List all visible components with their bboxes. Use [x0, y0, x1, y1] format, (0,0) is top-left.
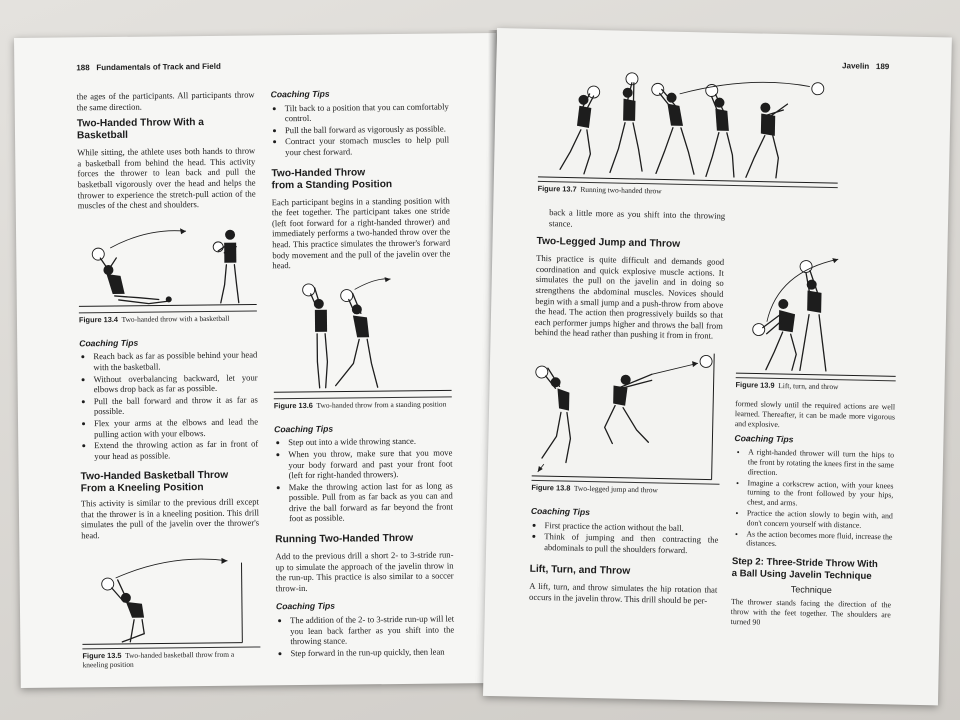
heading-kneeling-throw: Two-Handed Basketball Throw From a Kneeling Position — [80, 470, 229, 495]
figure-13-7 — [538, 69, 840, 187]
coaching-tips-list-4 — [276, 613, 454, 658]
coaching-tips-heading-6: Coaching Tips — [734, 433, 794, 445]
heading-jump-and-throw: Two-Legged Jump and Throw — [536, 236, 681, 251]
figure-13-5 — [81, 542, 260, 648]
continued-text: back a little more as you shift into the throwing stance. — [548, 207, 726, 229]
figure-13-9-illustration — [736, 251, 899, 380]
list-item: • Make the throwing action last for as long as possible. Pull from as far back as you can and drive the ball forward as far beyond the front foot as possible. — [289, 480, 453, 524]
running-throw-text: Add to the previous drill a short 2- to 3-stride run-up to simulate the approach of the javelin throw in the run-up. This practice is also similar to a soccer throw-in. — [275, 549, 454, 594]
coaching-tips-heading-1: Coaching Tips — [79, 337, 139, 349]
figure-13-6-illustration — [272, 272, 451, 398]
list-item: • Flex your arms at the elbows and lead the pulling action with your elbows. — [94, 416, 258, 439]
figure-13-5-caption: Figure 13.5 Two-handed basketball throw from a kneeling position — [82, 646, 260, 669]
page-number-left: 188 — [76, 63, 90, 73]
chapter-title: Javelin — [842, 61, 870, 71]
figure-13-4 — [78, 212, 257, 312]
coaching-tips-list-6 — [732, 447, 894, 551]
right-column-2 — [730, 251, 898, 633]
coaching-tips-list-3 — [274, 436, 453, 525]
list-item: • Contract your stomach muscles to help pull your chest forward. — [285, 135, 449, 158]
figure-13-7-caption: Figure 13.7 Running two-handed throw — [538, 181, 838, 199]
kneeling-throw-text: This activity is similar to the previous drill except that the thrower is in a kneeling position. This drill simulates the pull of the javelin over the thrower's head. — [80, 496, 260, 541]
figure-13-9-caption: Figure 13.9 Lift, turn, and throw — [735, 377, 895, 392]
heading-step-2: Step 2: Three-Stride Throw With a Ball Using Javelin Technique — [731, 556, 878, 582]
list-item: • The addition of the 2- to 3-stride run-up will let you lean back farther as you shift into the throwing stance. — [290, 613, 454, 646]
list-item: • Pull the ball forward and throw it as far as possible. — [94, 394, 258, 417]
heading-lift-turn-throw: Lift, Turn, and Throw — [529, 564, 631, 578]
right-page — [483, 28, 952, 705]
list-item: • When you throw, make sure that you move your body forward and past your front foot (left for right-handed throwers). — [288, 447, 452, 480]
coaching-tips-list-1 — [79, 350, 258, 462]
left-column-2 — [271, 87, 455, 661]
coaching-tips-heading-3: Coaching Tips — [274, 423, 334, 435]
figure-13-9 — [736, 251, 899, 380]
lift-turn-continued-text: formed slowly until the required actions are well learned. Thereafter, it can be made more vigorous and explosive. — [734, 399, 896, 429]
running-head-right — [842, 61, 889, 71]
left-page — [14, 33, 503, 688]
technique-text: The thrower stands facing the direction of the throw with the feet together. The shoulders are turned 90 — [730, 596, 892, 627]
page-number-right: 189 — [875, 61, 890, 72]
coaching-tips-heading-4: Coaching Tips — [275, 601, 336, 612]
figure-13-4-caption: Figure 13.4 Two-handed throw with a basketball — [79, 310, 257, 324]
coaching-tips-list-2 — [271, 101, 450, 158]
jump-and-throw-text: This practice is quite difficult and demands good coordination and quick explosive muscle actions. It simulates the pull on the javelin and in doing so strengthens the abdominal muscles. Novices should begin with a small jump and a push-throw from above the head. The action then progressively builds so that each performer jumps higher and throws the ball from behind the head rather than pushing it from in front. — [534, 253, 725, 341]
running-head-left — [76, 62, 221, 73]
figure-13-6-caption: Figure 13.6 Two-handed throw from a standing position — [274, 396, 452, 410]
right-column-1 — [529, 207, 725, 609]
figure-13-8-caption: Figure 13.8 Two-legged jump and throw — [531, 480, 719, 496]
left-column-1 — [77, 89, 261, 668]
list-item: • Think of jumping and then contracting the abdominals to pull the shoulders forward. — [544, 531, 718, 556]
list-item: • Step out into a wide throwing stance. — [288, 436, 452, 448]
list-item: • Reach back as far as possible behind your head with the basketball. — [93, 350, 257, 373]
heading-running-throw: Running Two-Handed Throw — [275, 532, 414, 546]
list-item: • First practice the action without the ball. — [544, 520, 718, 534]
figure-13-4-illustration — [78, 212, 257, 312]
coaching-tips-heading-2: Coaching Tips — [270, 88, 330, 100]
figure-13-7-illustration — [538, 69, 840, 187]
coaching-tips-heading-5: Coaching Tips — [530, 505, 591, 517]
figure-13-6 — [272, 272, 451, 398]
technique-subheading: Technique — [790, 584, 832, 596]
standing-throw-text: Each participant begins in a standing position with the feet together. The participant takes one stride (left foot forward for a right-handed thrower) and immediately performs a two-handed throw over the head. This practice simulates the thrower's forward body movement and the pull of the javelin over the head. — [271, 195, 451, 271]
figure-13-8-illustration — [532, 346, 723, 484]
list-item: • Tilt back to a position that you can comfortably control. — [285, 101, 449, 124]
heading-basketball-throw: Two-Handed Throw With a Basketball — [76, 117, 205, 142]
list-item: • Pull the ball forward as vigorously as possible. — [285, 123, 449, 135]
list-item: • Step forward in the run-up quickly, then lean — [290, 646, 454, 658]
basketball-throw-text: While sitting, the athlete uses both hands to throw a basketball from behind the head. This activity forces the thrower to lean back and pull the basketball vigorously over the head and helps the thrower to experience the stretch-pull action of the muscles of the chest and shoulders. — [77, 145, 256, 211]
list-item: • Without overbalancing backward, let your elbows drop back as far as possible. — [94, 372, 258, 395]
figure-13-5-illustration — [81, 542, 260, 648]
list-item: • Practice the action slowly to begin with, and don't concern yourself with distance. — [747, 508, 893, 531]
intro-text: the ages of the participants. All participants throw the same direction. — [76, 89, 255, 112]
coaching-tips-list-5 — [530, 519, 719, 556]
heading-standing-throw: Two-Handed Throw from a Standing Position — [271, 166, 393, 191]
figure-13-8 — [532, 346, 723, 484]
list-item: • Extend the throwing action as far in front of your head as possible. — [94, 439, 258, 462]
list-item: • A right-handed thrower will turn the hips to the front by rotating the knees first in the same direction. — [748, 448, 895, 480]
list-item: • Imagine a corkscrew action, with your knees turning to the front followed by your hips, chest, and arms. — [747, 478, 894, 510]
list-item: • As the action becomes more fluid, increase the distances. — [746, 529, 892, 552]
book-title: Fundamentals of Track and Field — [96, 61, 221, 73]
lift-turn-throw-text: A lift, turn, and throw simulates the hip rotation that occurs in the javelin throw. This drill should be per- — [528, 581, 718, 606]
